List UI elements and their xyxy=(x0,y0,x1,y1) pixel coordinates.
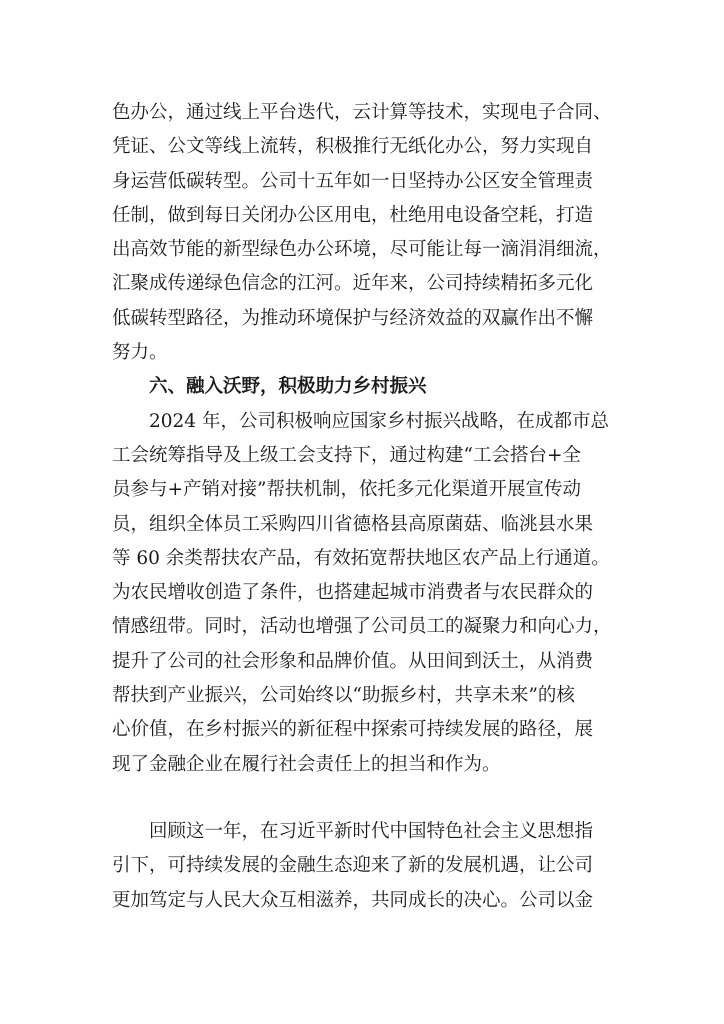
paragraph-rural-revitalization xyxy=(112,405,622,782)
text-line: 凭证、公文等线上流转，积极推行无纸化办公，努力实现自 xyxy=(112,136,594,158)
text-line: 等 60 余类帮扶农产品，有效拓宽帮扶地区农产品上行通道。 xyxy=(112,547,610,569)
text-line: 为农民增收创造了条件，也搭建起城市消费者与农民群众的 xyxy=(112,582,594,604)
paragraph-review xyxy=(112,815,622,918)
text-block-bottom xyxy=(112,815,622,918)
text-line: 出高效节能的新型绿色办公环境，尽可能让每一滴涓涓细流， xyxy=(112,239,612,261)
text-line: 汇聚成传递绿色信念的江河。近年来，公司持续精拓多元化 xyxy=(112,273,594,295)
text-line: 员，组织全体员工采购四川省德格县高原菌菇、临洮县水果 xyxy=(112,513,594,535)
text-line: 回顾这一年，在习近平新时代中国特色社会主义思想指 xyxy=(149,821,594,842)
text-line: 工会统筹指导及上级工会支持下，通过构建“工会搭台+全 xyxy=(112,444,581,466)
text-line: 帮扶到产业振兴，公司始终以“助振乡村，共享未来”的核 xyxy=(112,685,575,707)
text-line: 更加笃定与人民大众互相滋养，共同成长的决心。公司以金 xyxy=(112,889,594,911)
text-line: 现了金融企业在履行社会责任上的担当和作为。 xyxy=(112,753,501,775)
text-line: 低碳转型路径，为推动环境保护与经济效益的双赢作出不懈 xyxy=(112,307,594,329)
section-heading: 六、融入沃野，积极助力乡村振兴 xyxy=(149,376,427,398)
text-line: 心价值，在乡村振兴的新征程中探索可持续发展的路径，展 xyxy=(112,719,594,741)
text-line: 努力。 xyxy=(112,342,168,364)
text-line: 2024 年，公司积极响应国家乡村振兴战略，在成都市总 xyxy=(149,410,609,432)
text-line: 情感纽带。同时，活动也增强了公司员工的凝聚力和向心力， xyxy=(112,616,612,638)
text-line: 引下，可持续发展的金融生态迎来了新的发展机遇，让公司 xyxy=(112,855,594,877)
paragraph-green-office xyxy=(112,96,622,370)
text-line: 身运营低碳转型。公司十五年如一日坚持办公区安全管理责 xyxy=(112,170,594,192)
text-line: 员参与+产销对接”帮扶机制，依托多元化渠道开展宣传动 xyxy=(112,479,581,501)
text-line: 提升了公司的社会形象和品牌价值。从田间到沃土，从消费 xyxy=(112,650,594,672)
text-line: 色办公，通过线上平台迭代，云计算等技术，实现电子合同、 xyxy=(112,102,612,123)
text-line: 任制，做到每日关闭办公区用电，杜绝用电设备空耗，打造 xyxy=(112,204,594,226)
text-block-top xyxy=(112,96,622,782)
